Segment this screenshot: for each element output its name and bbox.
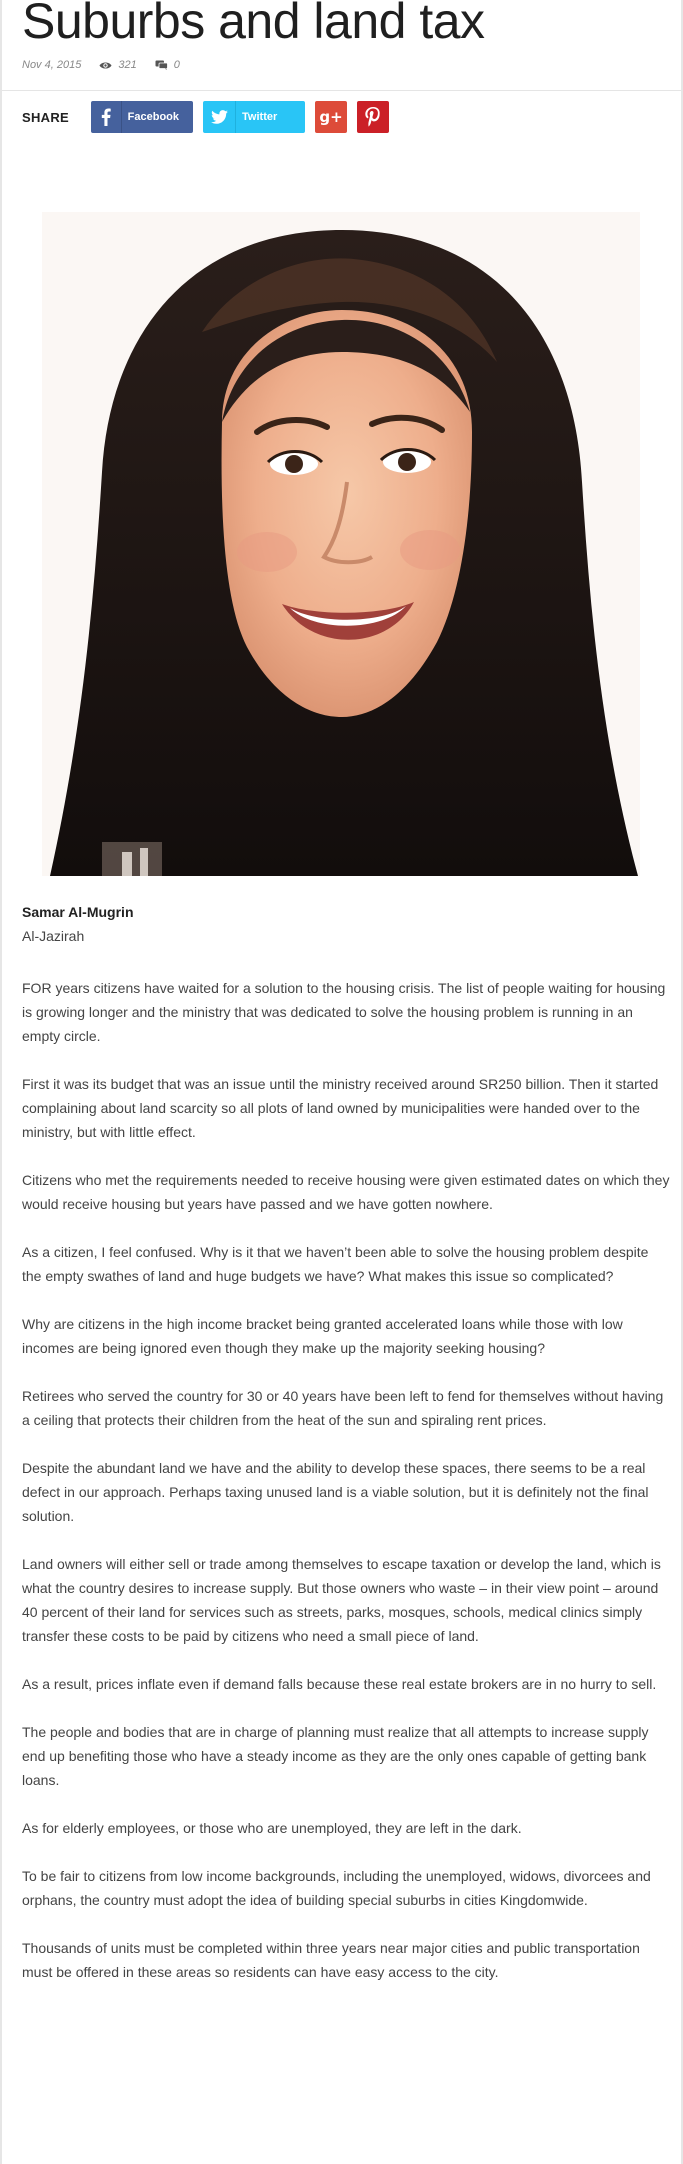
article-paragraph: Despite the abundant land we have and the ability to develop these spaces, there seems to be a real defect in our approach. Perhaps taxing unused land is a viable solution, but it is definitely not the final solution. <box>22 1460 649 1524</box>
comment-count-value: 0 <box>173 59 180 71</box>
article-body <box>22 976 670 2008</box>
pinterest-icon <box>357 101 389 133</box>
article-paragraph: Retirees who served the country for 30 or 40 years have been left to fend for themselves without having a ceiling that protects their children from the heat of the sun and spiraling rent prices. <box>22 1388 664 1428</box>
article-title: Suburbs and land tax <box>22 0 485 49</box>
header-divider <box>2 90 681 91</box>
article-paragraph: Citizens who met the requirements needed to receive housing were given estimated dates on which they would receive housing but years have passed and we have gotten nowhere. <box>22 1172 670 1212</box>
author-outlet: Al-Jazirah <box>22 928 85 944</box>
article-paragraph: Thousands of units must be completed within three years near major cities and public transportation must be offered in these areas so residents can have easy access to the city. <box>22 1940 640 1980</box>
googleplus-share-button[interactable] <box>315 101 347 133</box>
facebook-icon <box>91 101 122 133</box>
author-name: Samar Al-Mugrin <box>22 904 134 920</box>
comment-count[interactable] <box>155 59 180 71</box>
author-photo <box>42 212 640 876</box>
article-paragraph: The people and bodies that are in charge of planning must realize that all attempts to increase supply end up benefiting those who have a steady income as they are the only ones capable of getting bank loans. <box>22 1724 649 1788</box>
article-paragraph: As for elderly employees, or those who are unemployed, they are left in the dark. <box>22 1820 522 1836</box>
article-paragraph: Land owners will either sell or trade among themselves to escape taxation or develop the land, which is what the country desires to increase supply. But those owners who waste – in their view point – around 40 percent of their land for services such as streets, parks, mosques, schools, medical clinics simply transfer these costs to be paid by citizens who need a small piece of land. <box>22 1556 661 1644</box>
article-paragraph: To be fair to citizens from low income backgrounds, including the unemployed, widows, divorcees and orphans, the country must adopt the idea of building special suburbs in cities Kingdomwide. <box>22 1868 651 1908</box>
twitter-icon <box>203 101 236 133</box>
article-paragraph: As a result, prices inflate even if demand falls because these real estate brokers are in no hurry to sell. <box>22 1676 657 1692</box>
twitter-share-button[interactable] <box>203 101 305 133</box>
pinterest-share-button[interactable] <box>357 101 389 133</box>
comment-icon <box>155 60 168 70</box>
view-count-value: 321 <box>118 59 137 71</box>
googleplus-icon: g+ <box>319 108 343 126</box>
share-bar <box>22 100 399 134</box>
page-border-left <box>0 0 2 2164</box>
article-paragraph: First it was its budget that was an issue until the ministry received around SR250 billion. Then it started complaining about land scarcity so all plots of land owned by municipalities were handed over to the ministry, but with little effect. <box>22 1076 659 1140</box>
facebook-share-button[interactable] <box>91 101 193 133</box>
share-label: SHARE <box>22 109 70 125</box>
article-paragraph: As a citizen, I feel confused. Why is it that we haven’t been able to solve the housing problem despite the empty swathes of land and huge budgets we have? What makes this issue so complicated? <box>22 1244 649 1284</box>
view-count <box>99 59 136 71</box>
eye-icon <box>99 61 112 70</box>
article-meta <box>22 57 198 73</box>
article-paragraph: Why are citizens in the high income bracket being granted accelerated loans while those with low incomes are being ignored even though they make up the majority seeking housing? <box>22 1316 623 1356</box>
twitter-label: Twitter <box>242 111 278 123</box>
article-paragraph: FOR years citizens have waited for a solution to the housing crisis. The list of people waiting for housing is growing longer and the ministry that was dedicated to solve the housing problem is running in an empty circle. <box>22 980 666 1044</box>
publish-date: Nov 4, 2015 <box>22 59 82 71</box>
facebook-label: Facebook <box>127 111 180 123</box>
